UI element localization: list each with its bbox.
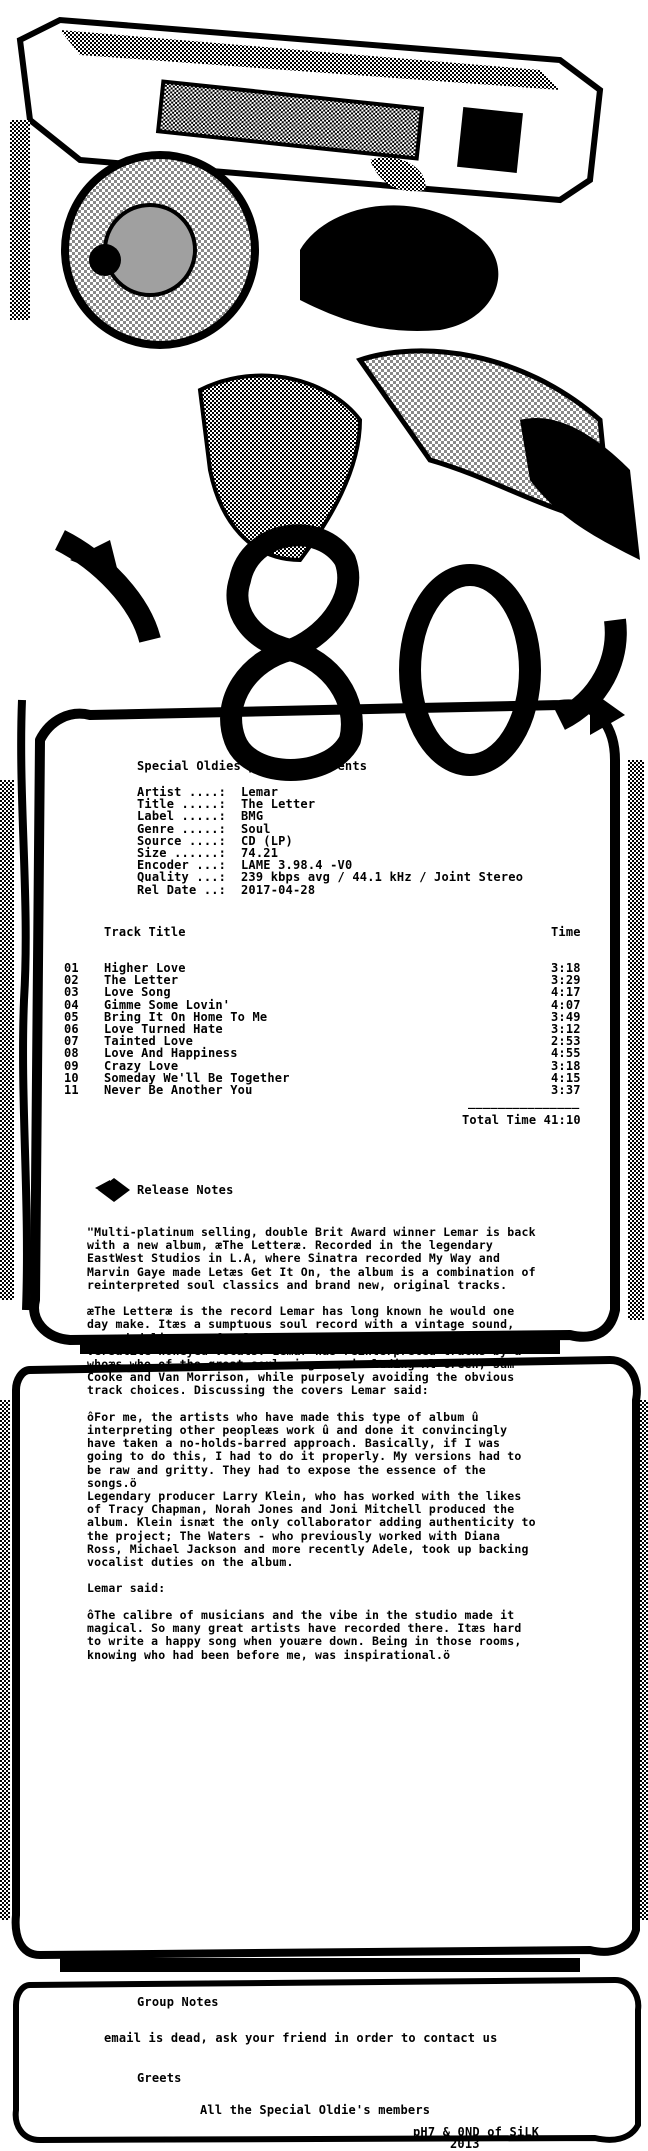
release-notes-line: have taken a no-holds-barred approach. Basically, if I was xyxy=(87,1436,501,1451)
release-notes-line: with a new album, æThe Letteræ. Recorded in the legendary xyxy=(87,1238,494,1253)
release-notes-line: EastWest Studios in L.A, where Sinatra recorded My Way and xyxy=(87,1251,501,1266)
release-notes-line: versatile honeyed vocals. Lemar has reinterpreted tracks by a xyxy=(87,1343,522,1358)
total-time: Total Time 41:10 xyxy=(462,1113,581,1127)
release-notes-line: the project; The Waters - who previously worked with Diana xyxy=(87,1528,501,1543)
release-notes-line: day make. Itæs a sumptuous soul record with a vintage sound, xyxy=(87,1317,515,1332)
track-no: 03 xyxy=(64,985,79,1000)
credits-line1: pH7 & 0ND of SiLK xyxy=(413,2125,540,2139)
group-notes-title: Group Notes xyxy=(137,1995,219,2009)
info-value: LAME 3.98.4 -V0 xyxy=(241,858,353,873)
track-title: Crazy Love xyxy=(104,1058,179,1073)
track-time: 3:29 xyxy=(551,973,581,988)
track-no: 10 xyxy=(64,1070,79,1085)
track-title: Love And Happiness xyxy=(104,1046,238,1061)
release-notes-line: of Tracy Chapman, Norah Jones and Joni Mitchell produced the xyxy=(87,1502,515,1517)
release-notes-line: track choices. Discussing the covers Lemar said: xyxy=(87,1383,429,1398)
release-notes-line: ôFor me, the artists who have made this type of album û xyxy=(87,1409,479,1424)
total-separator: _______________ xyxy=(468,1095,580,1109)
release-notes-line xyxy=(87,1596,536,1609)
info-key: Source ....: xyxy=(137,833,227,848)
info-value: The Letter xyxy=(241,797,316,812)
release-notes-line: vocalist duties on the album. xyxy=(87,1555,294,1570)
release-notes-line xyxy=(87,1398,536,1411)
track-title: Love Song xyxy=(104,985,171,1000)
release-notes-title: Release Notes xyxy=(137,1183,234,1197)
track-time: 4:07 xyxy=(551,997,581,1012)
track-no: 04 xyxy=(64,997,79,1012)
info-key: Genre .....: xyxy=(137,821,227,836)
track-title: Tainted Love xyxy=(104,1034,194,1049)
release-notes-body xyxy=(87,1226,536,1662)
release-notes-line: to write a happy song when youære down. Being in those rooms, xyxy=(87,1634,522,1649)
info-value: 74.21 xyxy=(241,846,279,860)
info-key: Size ......: xyxy=(137,846,227,860)
release-notes-line: reinterpreted soul classics and brand new, original tracks. xyxy=(87,1277,508,1292)
release-notes-line: be raw and gritty. They had to expose the essence of the xyxy=(87,1462,486,1477)
track-time: 3:49 xyxy=(551,1009,581,1024)
track-no: 07 xyxy=(64,1034,79,1049)
track-title: Gimme Some Lovin' xyxy=(104,997,231,1012)
greets-title: Greets xyxy=(137,2071,182,2085)
info-key: Label .....: xyxy=(137,809,227,824)
track-no: 05 xyxy=(64,1009,79,1024)
track-time: 3:12 xyxy=(551,1022,581,1036)
track-no: 06 xyxy=(64,1022,79,1036)
info-key: Rel Date ..: xyxy=(137,882,227,897)
release-notes-line: Legendary producer Larry Klein, who has worked with the likes xyxy=(87,1489,522,1504)
figure-illustration xyxy=(200,157,640,560)
release-notes-line: interpreting other peopleæs work û and done it convincingly xyxy=(87,1423,508,1438)
release-notes-line: Ross, Michael Jackson and more recently Adele, took up backing xyxy=(87,1541,529,1556)
info-value: 239 kbps avg / 44.1 kHz / Joint Stereo xyxy=(241,870,524,885)
track-title: Someday We'll Be Together xyxy=(104,1070,290,1085)
release-notes-line: ôThe calibre of musicians and the vibe in the studio made it xyxy=(87,1607,515,1622)
release-notes-line: knowing who had been before me, was inspirational.ö xyxy=(87,1647,451,1662)
greets-text: All the Special Oldie's members xyxy=(200,2103,431,2117)
track-title: Love Turned Hate xyxy=(104,1022,223,1036)
logo-80-shape xyxy=(60,535,616,770)
release-notes-line: Cooke and Van Morrison, while purposely avoiding the obvious xyxy=(87,1370,515,1385)
release-notes-line: recorded live, perfectly showcasing his distinctive and xyxy=(87,1330,479,1345)
track-time: 4:17 xyxy=(551,985,581,1000)
info-key: Artist ....: xyxy=(137,785,227,799)
track-time: 2:53 xyxy=(551,1034,581,1049)
track-time: 3:18 xyxy=(551,961,581,975)
track-title: Bring It On Home To Me xyxy=(104,1009,268,1024)
track-title: The Letter xyxy=(104,973,179,988)
release-notes-line: songs.ö xyxy=(87,1475,137,1490)
track-no: 08 xyxy=(64,1046,79,1061)
track-no: 11 xyxy=(64,1083,79,1097)
track-time: 3:37 xyxy=(551,1083,581,1097)
track-title: Never Be Another You xyxy=(104,1083,253,1097)
release-notes-line: album. Klein isnæt the only collaborator adding authenticity to xyxy=(87,1515,536,1530)
release-notes-line: going to do this, I had to do it properly. My versions had to xyxy=(87,1449,522,1464)
track-no: 02 xyxy=(64,973,79,988)
release-notes-line: magical. So many great artists have recorded there. Itæs hard xyxy=(87,1621,522,1636)
release-notes-line: Marvin Gaye made Letæs Get It On, the album is a combination of xyxy=(87,1264,536,1279)
track-title: Higher Love xyxy=(104,961,186,975)
track-title-header: Track Title xyxy=(104,925,186,939)
info-value: BMG xyxy=(241,809,264,824)
release-notes-line: whoæs who of the great soul singers, including Al Green, Sam xyxy=(87,1357,515,1372)
info-key: Encoder ...: xyxy=(137,858,227,873)
release-notes-line: æThe Letteræ is the record Lemar has long known he would one xyxy=(87,1304,515,1319)
track-no: 09 xyxy=(64,1058,79,1073)
info-value: Soul xyxy=(241,821,271,836)
track-time: 4:15 xyxy=(551,1070,581,1085)
track-time: 3:18 xyxy=(551,1058,581,1073)
release-header: Special Oldies proudly presents xyxy=(137,759,368,773)
track-time: 4:55 xyxy=(551,1046,581,1061)
info-key: Quality ...: xyxy=(137,870,227,885)
info-value: 2017-04-28 xyxy=(241,882,316,897)
info-key: Title .....: xyxy=(137,797,227,812)
group-notes-text: email is dead, ask your friend in order to contact us xyxy=(104,2031,498,2045)
track-no: 01 xyxy=(64,961,79,975)
info-value: Lemar xyxy=(241,785,279,799)
release-notes-line: "Multi-platinum selling, double Brit Award winner Lemar is back xyxy=(87,1225,536,1239)
release-notes-line: Lemar said: xyxy=(87,1581,166,1596)
credits-line2: 2013 xyxy=(450,2137,480,2151)
info-value: CD (LP) xyxy=(241,833,293,848)
track-time-header: Time xyxy=(551,925,581,939)
